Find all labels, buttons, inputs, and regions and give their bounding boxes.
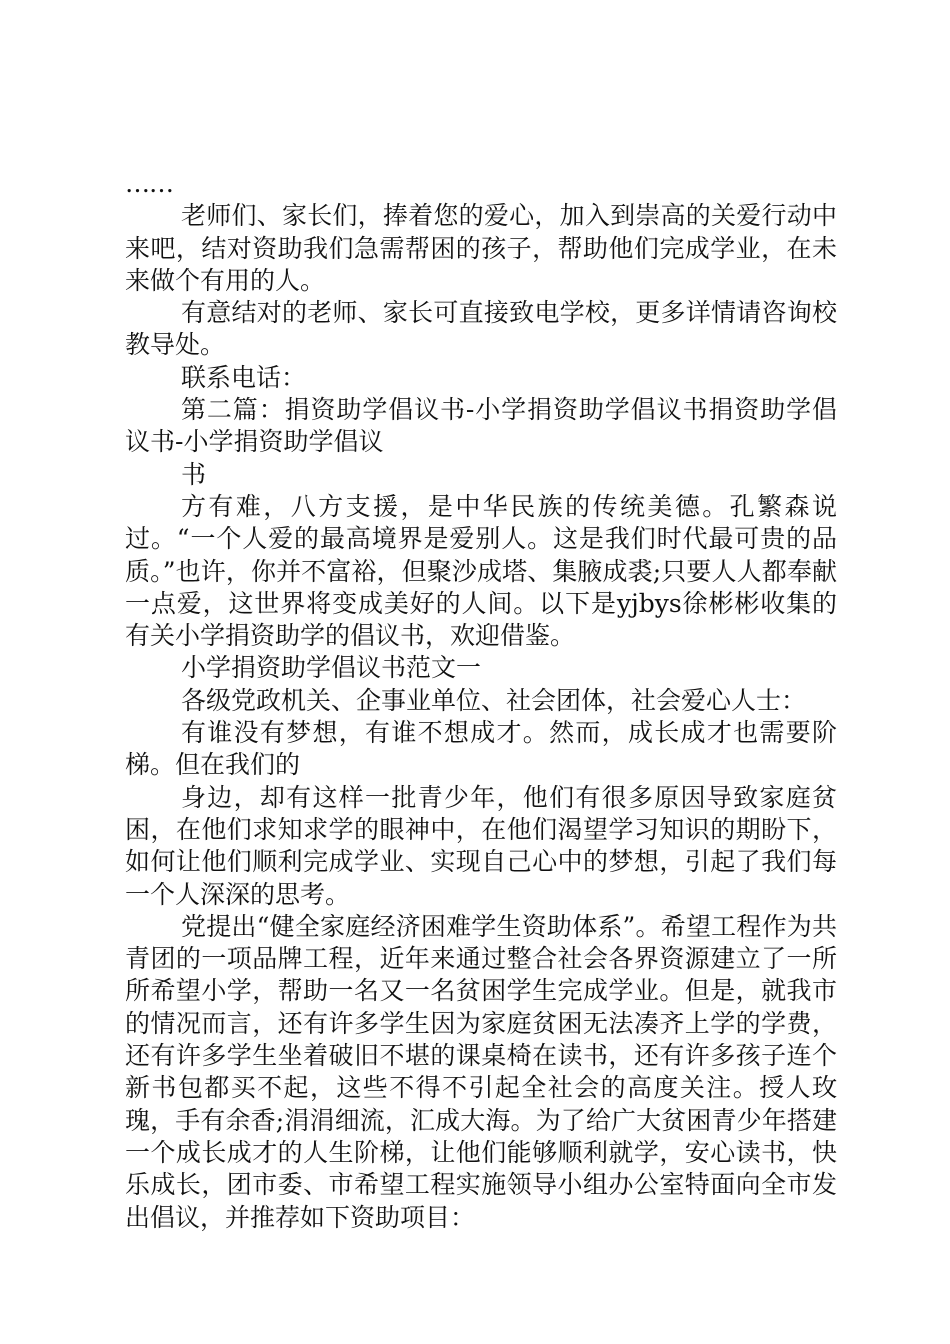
paragraph-hope-project: 党提出“健全家庭经济困难学生资助体系”。希望工程作为共青团的一项品牌工程，近年来通过整合社会各界资源建立了一所所希望小学，帮助一名又一名贫困学生完成学业。但是，就我市的情况而言，还有许多学生因为家庭贫困无法凑齐上学的学费，还有许多学生坐着破旧不堪的课桌椅在读书，还有许多孩子连个新书包都买不起，这些不得不引起全社会的高度关注。授人玫瑰，手有余香;涓涓细流，汇成大海。为了给广大贫困青少年搭建一个成长成才的人生阶梯，让他们能够顺利就学，安心读书，快乐成长，团市委、市希望工程实施领导小组办公室特面向全市发出倡议，并推荐如下资助项目： — [125, 911, 837, 1232]
sample-title: 小学捐资助学倡议书范文一 — [181, 653, 482, 683]
paragraph-phone-label: 联系电话： — [181, 362, 307, 392]
section-heading-second: 第二篇：捐资助学倡议书-小学捐资助学倡议书捐资助学倡议书-小学捐资助学倡议 — [125, 395, 837, 457]
paragraph-intro: 方有难，八方支援，是中华民族的传统美德。孔繁森说过。“一个人爱的最高境界是爱别人。这是我们时代最可贵的品质。”也许，你并不富裕，但聚沙成塔、集腋成裘;只要人人都奉献一点爱，这世界将变成美好的人间。以下是yjbys徐彬彬收集的有关小学捐资助学的倡议书，欢迎借鉴。 — [125, 491, 837, 651]
paragraph-contact-school: 有意结对的老师、家长可直接致电学校，更多详情请咨询校教导处。 — [125, 298, 837, 360]
salutation: 各级党政机关、企事业单位、社会团体，社会爱心人士： — [181, 685, 807, 715]
paragraph-poverty: 身边，却有这样一批青少年，他们有很多原因导致家庭贫困，在他们求知求学的眼神中，在他们渴望学习知识的期盼下，如何让他们顺利完成学业、实现自己心中的梦想，引起了我们每一个人深深的思考。 — [125, 782, 837, 909]
paragraph-appeal: 老师们、家长们，捧着您的爱心，加入到崇高的关爱行动中来吧，结对资助我们急需帮困的孩子，帮助他们完成学业，在未来做个有用的人。 — [125, 201, 837, 295]
paragraph-ellipsis: …… — [125, 169, 173, 198]
section-heading-continuation: 书 — [181, 459, 207, 489]
paragraph-dreams: 有谁没有梦想，有谁不想成才。然而，成长成才也需要阶梯。但在我们的 — [125, 718, 837, 780]
document-body — [125, 168, 837, 1234]
